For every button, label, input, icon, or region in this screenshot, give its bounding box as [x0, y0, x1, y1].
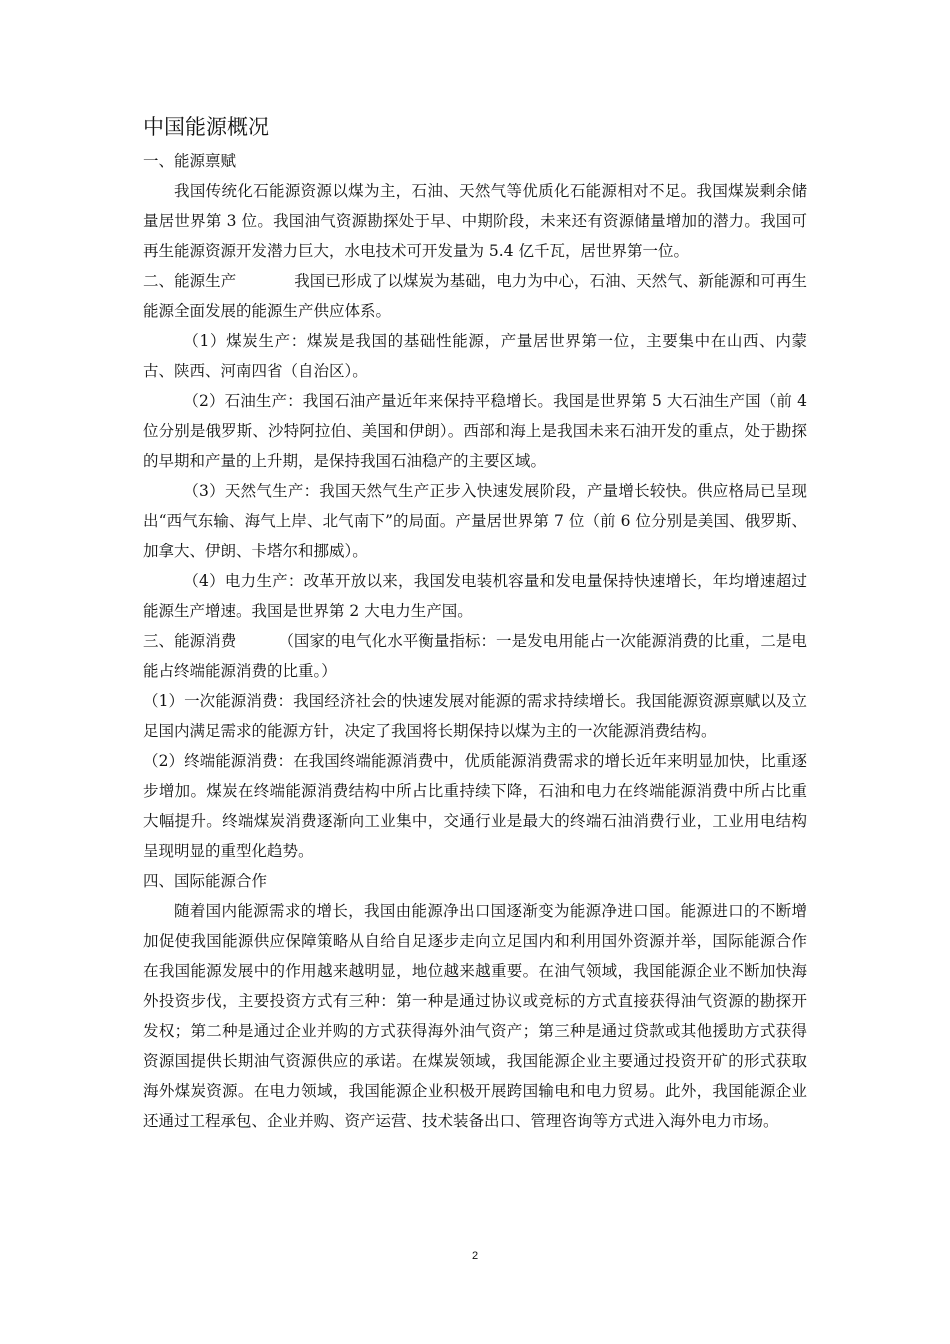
paragraph-power-production: （4）电力生产：改革开放以来，我国发电装机容量和发电量保持快速增长，年均增速超过能源生产增速。我国是世界第 2 大电力生产国。 [143, 572, 807, 620]
paragraph-oil-production: （2）石油生产：我国石油产量近年来保持平稳增长。我国是世界第 5 大石油生产国（前 4 位分别是俄罗斯、沙特阿拉伯、美国和伊朗）。西部和海上是我国未来石油开发的重点，处于勘探的早期和产量的上升期，是保持我国石油稳产的主要区域。 [143, 392, 807, 470]
document-title: 中国能源概况 [143, 115, 269, 139]
section-heading-cooperation: 四、国际能源合作 [143, 872, 268, 890]
page-number: 2 [471, 1250, 479, 1262]
document-body [143, 112, 807, 1136]
paragraph-consumption-intro: （国家的电气化水平衡量指标：一是发电用能占一次能源消费的比重，二是电能占终端能源消费的比重。） [143, 632, 807, 680]
paragraph-endowment: 我国传统化石能源资源以煤为主，石油、天然气等优质化石能源相对不足。我国煤炭剩余储量居世界第 3 位。我国油气资源勘探处于早、中期阶段，未来还有资源储量增加的潜力。我国可再生能源资源开发潜力巨大，水电技术可开发量为 5.4 亿千瓦，居世界第一位。 [143, 182, 807, 260]
section-heading-consumption [143, 626, 807, 686]
paragraph-final-consumption: （2）终端能源消费：在我国终端能源消费中，优质能源消费需求的增长近年来明显加快，比重逐步增加。煤炭在终端能源消费结构中所占比重持续下降，石油和电力在终端能源消费中所占比重大幅提升。终端煤炭消费逐渐向工业集中，交通行业是最大的终端石油消费行业，工业用电结构呈现明显的重型化趋势。 [143, 752, 807, 860]
paragraph-production-intro: 我国已形成了以煤炭为基础，电力为中心，石油、天然气、新能源和可再生能源全面发展的能源生产供应体系。 [143, 272, 807, 320]
section-heading-consumption-label: 三、能源消费 [143, 632, 237, 650]
paragraph-primary-consumption: （1）一次能源消费：我国经济社会的快速发展对能源的需求持续增长。我国能源资源禀赋以及立足国内满足需求的能源方针，决定了我国将长期保持以煤为主的一次能源消费结构。 [143, 692, 807, 740]
paragraph-gas-production: （3）天然气生产：我国天然气生产正步入快速发展阶段，产量增长较快。供应格局已呈现出“西气东输、海气上岸、北气南下”的局面。产量居世界第 7 位（前 6 位分别是美国、俄罗斯、加拿大、伊朗、卡塔尔和挪威）。 [143, 482, 807, 560]
paragraph-coal-production: （1）煤炭生产：煤炭是我国的基础性能源，产量居世界第一位，主要集中在山西、内蒙古、陕西、河南四省（自治区）。 [143, 332, 807, 380]
section-heading-production-label: 二、能源生产 [143, 272, 237, 290]
paragraph-cooperation: 随着国内能源需求的增长，我国由能源净出口国逐渐变为能源净进口国。能源进口的不断增加促使我国能源供应保障策略从自给自足逐步走向立足国内和利用国外资源并举，国际能源合作在我国能源发展中的作用越来越明显，地位越来越重要。在油气领域，我国能源企业不断加快海外投资步伐，主要投资方式有三种：第一种是通过协议或竞标的方式直接获得油气资源的勘探开发权；第二种是通过企业并购的方式获得海外油气资产；第三种是通过贷款或其他援助方式获得资源国提供长期油气资源供应的承诺。在煤炭领域，我国能源企业主要通过投资开矿的形式获取海外煤炭资源。在电力领域，我国能源企业积极开展跨国输电和电力贸易。此外，我国能源企业还通过工程承包、企业并购、资产运营、技术装备出口、管理咨询等方式进入海外电力市场。 [143, 902, 807, 1130]
section-heading-endowment: 一、能源禀赋 [143, 152, 237, 170]
section-heading-production [143, 266, 807, 326]
